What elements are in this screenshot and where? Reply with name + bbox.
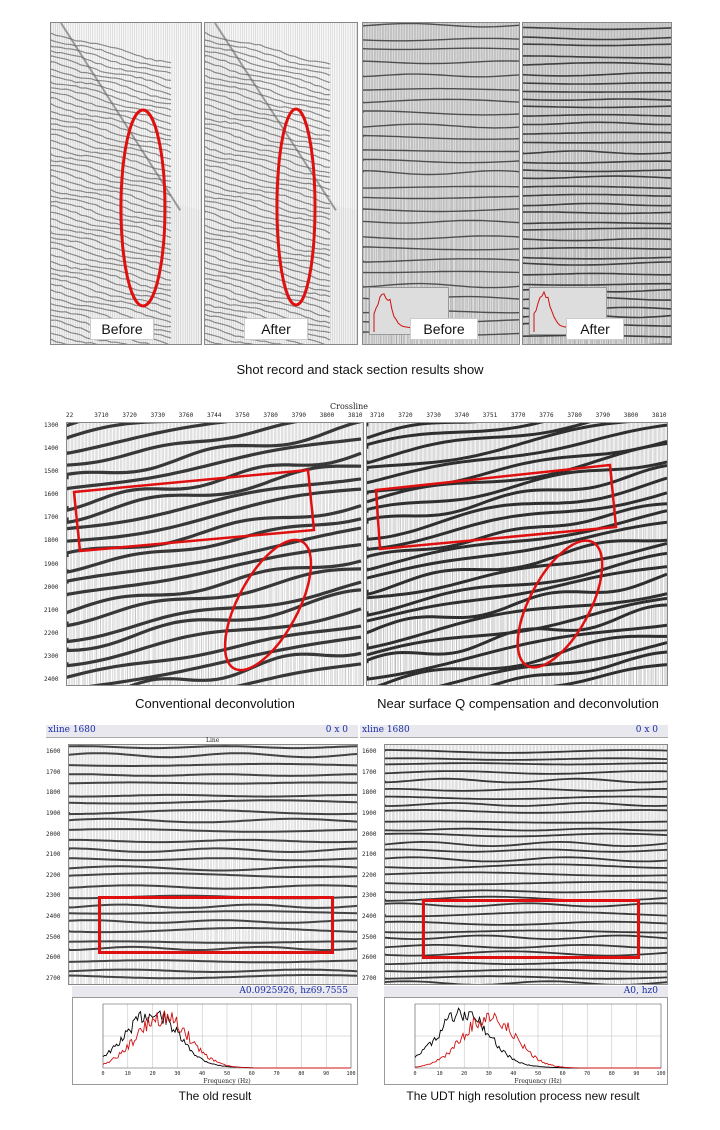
tick-label: 1700 — [46, 768, 61, 776]
tick-label: 1900 — [362, 809, 377, 817]
highlight-ellipse-left — [208, 527, 329, 682]
tick-label: 3710 — [370, 412, 385, 419]
tick-label: 1300 — [44, 422, 59, 429]
new-result-caption: The UDT high resolution process new result — [406, 1089, 640, 1103]
tick-label: 3750 — [235, 412, 250, 419]
tick-label: 1600 — [46, 748, 61, 755]
tick-label: 3790 — [291, 412, 307, 419]
tick-label: 2100 — [46, 851, 61, 859]
tick-label: 2300 — [44, 652, 59, 660]
tick-label: 3776 — [539, 412, 554, 419]
tick-label: 3780 — [567, 412, 582, 419]
tick-label: 3810 — [348, 412, 363, 419]
spectrum-x-tick: 10 — [436, 1071, 443, 1077]
spectrum-x-tick: 0 — [101, 1071, 105, 1077]
label-after-shot: After — [244, 318, 308, 340]
spectrum-x-tick: 40 — [199, 1071, 206, 1077]
crossline-header: Crossline — [330, 402, 368, 411]
tick-label: 3740 — [454, 412, 470, 419]
tick-label: 1800 — [46, 789, 61, 797]
old-result-highlight-box — [98, 896, 334, 954]
spectrum-x-tick: 50 — [223, 1071, 231, 1077]
old-result-zoom: 0 x 0 — [325, 725, 348, 735]
tick-label: 3780 — [263, 412, 278, 419]
tick-label: 2300 — [46, 892, 61, 900]
tick-label: 2400 — [46, 913, 61, 921]
spectrum-x-tick: 60 — [559, 1071, 566, 1077]
tick-label: 2100 — [362, 851, 377, 859]
new-result-title: xline 1680 — [362, 725, 410, 735]
old-result-y-ticks — [46, 748, 68, 983]
spectrum-x-tick: 80 — [298, 1071, 305, 1077]
tick-label: 2700 — [362, 975, 377, 982]
spectrum-x-tick: 80 — [608, 1071, 615, 1077]
tick-label: 2000 — [362, 830, 377, 838]
q-compensation-caption: Near surface Q compensation and deconvolution — [377, 696, 659, 711]
spectrum-x-tick: 70 — [273, 1071, 280, 1077]
new-spectrum-chart — [384, 997, 668, 1085]
tick-label: 2300 — [362, 892, 377, 900]
tick-label: 3710 — [94, 412, 109, 419]
tick-label: 3720 — [122, 412, 137, 419]
tick-label: 1800 — [44, 537, 59, 545]
spectrum-x-tick: 60 — [248, 1071, 255, 1077]
tick-label: 2200 — [362, 871, 377, 879]
new-spectrum-readout: A0, hz0 — [623, 986, 658, 996]
tick-label: 22 — [66, 412, 74, 419]
tick-label: 1600 — [44, 491, 59, 499]
tick-label: 2500 — [46, 933, 61, 941]
tick-label: 3720 — [398, 412, 413, 419]
spectrum-x-tick: 50 — [534, 1071, 542, 1077]
tick-label: 2000 — [46, 830, 61, 838]
tick-label: 2600 — [362, 954, 377, 962]
spectrum-x-tick: 100 — [346, 1071, 356, 1077]
label-before-shot: Before — [90, 318, 154, 340]
spectrum-xlabel: Frequency (Hz) — [514, 1078, 562, 1085]
tick-label: 3800 — [623, 412, 639, 419]
spectrum-x-tick: 20 — [149, 1071, 156, 1077]
conventional-deconvolution-caption: Conventional deconvolution — [135, 696, 295, 711]
label-after-stack: After — [566, 318, 624, 340]
tick-label: 3770 — [511, 412, 526, 419]
new-result-zoom: 0 x 0 — [635, 725, 658, 735]
tick-label: 3751 — [482, 412, 498, 419]
old-result-titlebar — [46, 725, 358, 738]
spectrum-x-tick: 40 — [510, 1071, 517, 1077]
tick-label: 3810 — [652, 412, 667, 419]
tick-label: 2500 — [362, 933, 377, 941]
tick-label: 3730 — [150, 412, 166, 419]
spectrum-x-tick: 0 — [413, 1071, 417, 1077]
spectrum-x-tick: 30 — [485, 1071, 492, 1077]
tick-label: 1500 — [44, 468, 59, 476]
old-result-caption: The old result — [178, 1089, 252, 1103]
tick-label: 2200 — [46, 871, 61, 879]
tick-label: 3730 — [426, 412, 441, 419]
spectrum-x-tick: 20 — [461, 1071, 468, 1077]
tick-label: 1700 — [44, 514, 59, 522]
tick-label: 3744 — [207, 412, 222, 419]
old-line-header: Line — [206, 737, 220, 744]
spectrum-x-tick: 90 — [633, 1071, 640, 1077]
tick-label: 3760 — [178, 412, 194, 419]
old-spectrum-readout: A0.0925926, hz69.7555 — [239, 986, 348, 996]
new-result-y-ticks — [362, 748, 384, 983]
highlight-ellipse-right — [501, 528, 620, 680]
tick-label: 1800 — [362, 789, 377, 797]
tick-label: 3790 — [595, 412, 611, 419]
highlight-box-right — [376, 465, 616, 549]
old-spectrum-chart — [72, 997, 358, 1085]
tick-label: 2700 — [46, 975, 61, 982]
tick-label: 1700 — [362, 768, 377, 776]
spectrum-x-tick: 10 — [124, 1071, 131, 1077]
spectrum-x-tick: 30 — [174, 1071, 181, 1077]
tick-label: 1600 — [362, 748, 377, 755]
tick-label: 2400 — [362, 913, 377, 921]
spectrum-x-tick: 70 — [584, 1071, 591, 1077]
tick-label: 3800 — [319, 412, 335, 419]
tick-label: 2200 — [44, 629, 59, 637]
tick-label: 2400 — [44, 676, 59, 683]
tick-label: 1900 — [44, 560, 59, 568]
tick-label: 2000 — [44, 583, 59, 591]
old-result-title: xline 1680 — [48, 725, 96, 735]
tick-label: 2100 — [44, 606, 59, 614]
tick-label: 2600 — [46, 954, 61, 962]
highlight-box-left — [74, 470, 314, 551]
spectrum-xlabel: Frequency (Hz) — [203, 1078, 251, 1085]
label-before-stack: Before — [410, 318, 478, 340]
tick-label: 1400 — [44, 445, 59, 453]
new-result-titlebar — [360, 725, 668, 738]
section1-caption: Shot record and stack section results show — [236, 362, 484, 377]
spectrum-x-tick: 100 — [656, 1071, 666, 1077]
tick-label: 1900 — [46, 809, 61, 817]
new-result-highlight-box — [422, 899, 640, 959]
spectrum-x-tick: 90 — [323, 1071, 330, 1077]
